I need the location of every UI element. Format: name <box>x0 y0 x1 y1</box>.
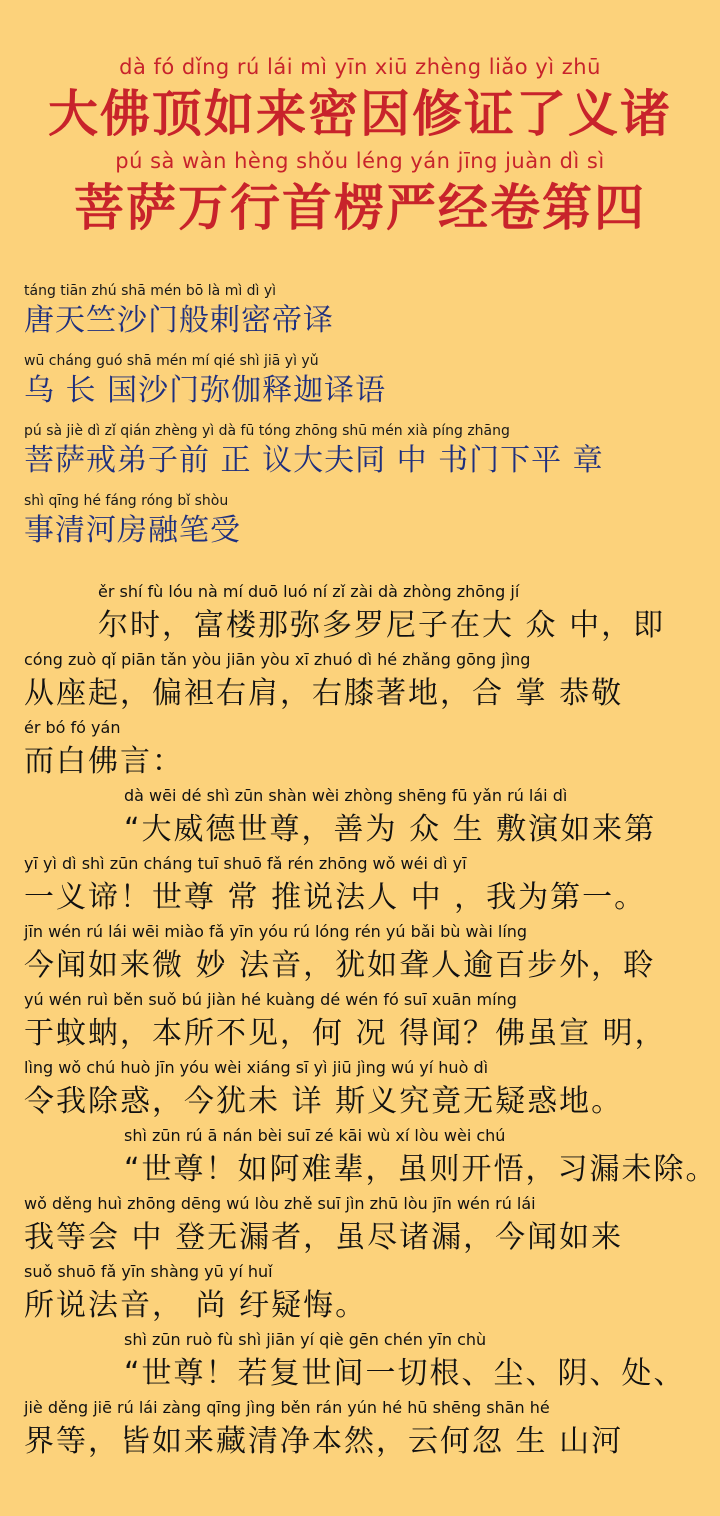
title-block <box>0 52 720 240</box>
verse-pinyin: lìng wǒ chú huò jīn yóu wèi xiáng sī yì jiū jìng wú yí huò dì <box>24 1058 489 1077</box>
sutra-body <box>24 580 718 1464</box>
verse-line <box>24 716 700 784</box>
verse-pinyin: dà wēi dé shì zūn shàn wèi zhòng shēng fū yǎn rú lái dì <box>124 786 568 805</box>
title-line2-pinyin: pú sà wàn hèng shǒu léng yán jīng juàn dì sì <box>115 149 605 173</box>
verse-line <box>24 1124 718 1192</box>
verse-pinyin: jiè děng jiē rú lái zàng qīng jìng běn rán yún hé hū shēng shān hé <box>24 1398 550 1417</box>
verse-pinyin: jīn wén rú lái wēi miào fǎ yīn yóu rú lóng rén yú bǎi bù wài líng <box>24 922 528 941</box>
verse-pinyin: yī yì dì shì zūn cháng tuī shuō fǎ rén zhōng wǒ wéi dì yī <box>24 854 467 873</box>
verse-line <box>24 784 700 852</box>
verse-text: 我等会 中 登无漏者，虽尽诸漏，今闻如来 <box>24 1220 624 1255</box>
verse-text: 从座起，偏袒右肩，右膝著地，合 掌 恭敬 <box>24 676 624 711</box>
translator-line <box>24 490 241 550</box>
verse-line <box>24 1396 700 1464</box>
verse-pinyin: shì zūn rú ā nán bèi suī zé kāi wù xí lòu wèi chú <box>124 1126 506 1145</box>
translator-pinyin: shì qīng hé fáng róng bǐ shòu <box>24 493 229 509</box>
verse-pinyin: yú wén ruì běn suǒ bú jiàn hé kuàng dé wén fó suī xuān míng <box>24 990 517 1009</box>
verse-line <box>24 580 700 648</box>
verse-text: 今闻如来微 妙 法音，犹如聋人逾百步外，聆 <box>24 948 656 983</box>
verse-pinyin: ěr shí fù lóu nà mí duō luó ní zǐ zài dà zhòng zhōng jí <box>98 582 520 601</box>
translator-text: 乌 长 国沙门弥伽释迦译语 <box>24 373 387 408</box>
verse-line <box>24 1260 700 1328</box>
verse-line <box>24 988 700 1056</box>
verse-pinyin: wǒ děng huì zhōng dēng wú lòu zhě suī jìn zhū lòu jīn wén rú lái <box>24 1194 536 1213</box>
translator-text: 菩萨戒弟子前 正 议大夫同 中 书门下平 章 <box>24 443 604 478</box>
translator-text: 唐天竺沙门般剌密帝译 <box>24 303 334 338</box>
verse-text: “世尊！如阿难辈，虽则开悟，习漏未除。 <box>124 1152 718 1187</box>
translator-text: 事清河房融笔受 <box>24 513 241 548</box>
verse-text: 所说法音， 尚 纡疑悔。 <box>24 1288 368 1323</box>
verse-line <box>24 648 700 716</box>
verse-text: 界等，皆如来藏清净本然，云何忽 生 山河 <box>24 1424 624 1459</box>
translator-pinyin: táng tiān zhú shā mén bō là mì dì yì <box>24 283 277 299</box>
translator-pinyin: wū cháng guó shā mén mí qié shì jiā yì yǔ <box>24 353 319 369</box>
translator-line <box>24 420 604 480</box>
verse-text: 于蚊蚋，本所不见，何 况 得闻？佛虽宣 明， <box>24 1016 667 1051</box>
verse-text: “大威德世尊，善为 众 生 敷演如来第 <box>124 812 657 847</box>
title-line1-pinyin: dà fó dǐng rú lái mì yīn xiū zhèng liǎo yì zhū <box>119 55 601 79</box>
title-line2: 菩萨万行首楞严经卷第四 <box>74 179 646 237</box>
verse-pinyin: suǒ shuō fǎ yīn shàng yū yí huǐ <box>24 1262 273 1281</box>
verse-line <box>24 920 700 988</box>
verse-text: 而白佛言： <box>24 744 184 779</box>
verse-line <box>24 1192 700 1260</box>
verse-pinyin: shì zūn ruò fù shì jiān yí qiè gēn chén yīn chù <box>124 1330 487 1349</box>
translator-pinyin: pú sà jiè dì zǐ qián zhèng yì dà fū tóng zhōng shū mén xià píng zhāng <box>24 423 510 439</box>
verse-pinyin: ér bó fó yán <box>24 718 121 737</box>
verse-line <box>24 852 700 920</box>
verse-line <box>24 1328 700 1396</box>
translator-line <box>24 280 334 340</box>
verse-pinyin: cóng zuò qǐ piān tǎn yòu jiān yòu xī zhuó dì hé zhǎng gōng jìng <box>24 650 531 669</box>
translator-line <box>24 350 386 410</box>
title-line1: 大佛顶如来密因修证了义诸 <box>48 85 672 143</box>
verse-text: “世尊！若复世间一切根、尘、阴、处、 <box>124 1356 686 1391</box>
verse-text: 令我除惑，今犹未 详 斯义究竟无疑惑地。 <box>24 1084 624 1119</box>
verse-text: 尔时，富楼那弥多罗尼子在大 众 中，即 <box>98 608 666 643</box>
verse-text: 一义谛！世尊 常 推说法人 中 ，我为第一。 <box>24 880 647 915</box>
verse-line <box>24 1056 700 1124</box>
